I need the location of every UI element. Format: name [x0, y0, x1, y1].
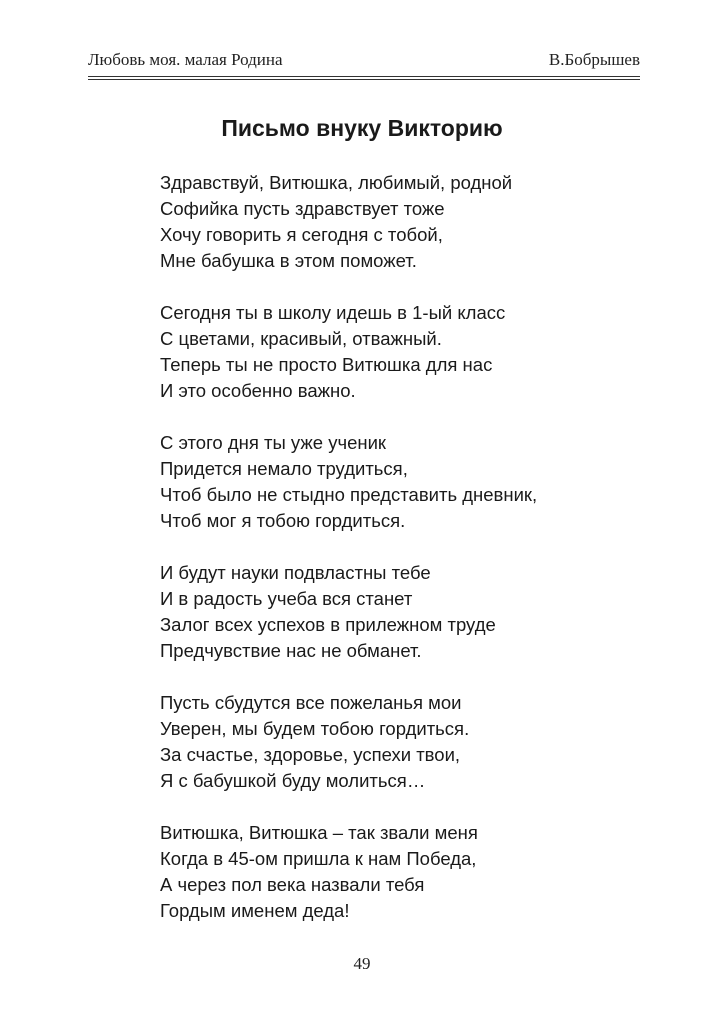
poem-line: Чтоб было не стыдно представить дневник,	[160, 484, 538, 505]
poem-line: Сегодня ты в школу идешь в 1-ый класс	[160, 302, 506, 323]
poem-line: Мне бабушка в этом поможет.	[160, 250, 417, 271]
poem-line: Софийка пусть здравствует тоже	[160, 198, 445, 219]
page-number: 49	[353, 954, 371, 973]
header-rule-thin	[88, 76, 640, 77]
poem-line: Придется немало трудиться,	[160, 458, 408, 479]
stanza-5	[160, 690, 537, 794]
poem-line: И в радость учеба вся станет	[160, 588, 413, 609]
running-head	[88, 50, 640, 74]
stanza-4	[160, 560, 537, 664]
poem-line: Предчувствие нас не обманет.	[160, 640, 422, 661]
stanza-1	[160, 170, 537, 274]
stanza-6	[160, 820, 537, 924]
poem-body	[160, 170, 537, 950]
author-name: В.Бобрышев	[548, 50, 640, 69]
header-rule-second	[88, 79, 640, 80]
poem-line: Уверен, мы будем тобою гордиться.	[160, 718, 470, 739]
poem-line: Здравствуй, Витюшка, любимый, родной	[160, 172, 513, 193]
poem-line: И это особенно важно.	[160, 380, 356, 401]
poem-title: Письмо внуку Викторию	[221, 115, 503, 141]
poem-line: Теперь ты не просто Витюшка для нас	[160, 354, 493, 375]
poem-line: Я с бабушкой буду молиться…	[160, 770, 426, 791]
poem-line: С этого дня ты уже ученик	[160, 432, 387, 453]
poem-line: Гордым именем деда!	[160, 900, 350, 921]
poem-line: Залог всех успехов в прилежном труде	[160, 614, 496, 635]
poem-line: За счастье, здоровье, успехи твои,	[160, 744, 461, 765]
stanza-3	[160, 430, 537, 534]
stanza-2	[160, 300, 537, 404]
poem-line: И будут науки подвластны тебе	[160, 562, 431, 583]
book-title: Любовь моя. малая Родина	[88, 50, 283, 69]
poem-line: Чтоб мог я тобою гордиться.	[160, 510, 406, 531]
poem-line: Витюшка, Витюшка – так звали меня	[160, 822, 478, 843]
poem-line: А через пол века назвали тебя	[160, 874, 425, 895]
poem-line: Хочу говорить я сегодня с тобой,	[160, 224, 443, 245]
poem-line: С цветами, красивый, отважный.	[160, 328, 442, 349]
poem-line: Когда в 45-ом пришла к нам Победа,	[160, 848, 477, 869]
poem-line: Пусть сбудутся все пожеланья мои	[160, 692, 462, 713]
